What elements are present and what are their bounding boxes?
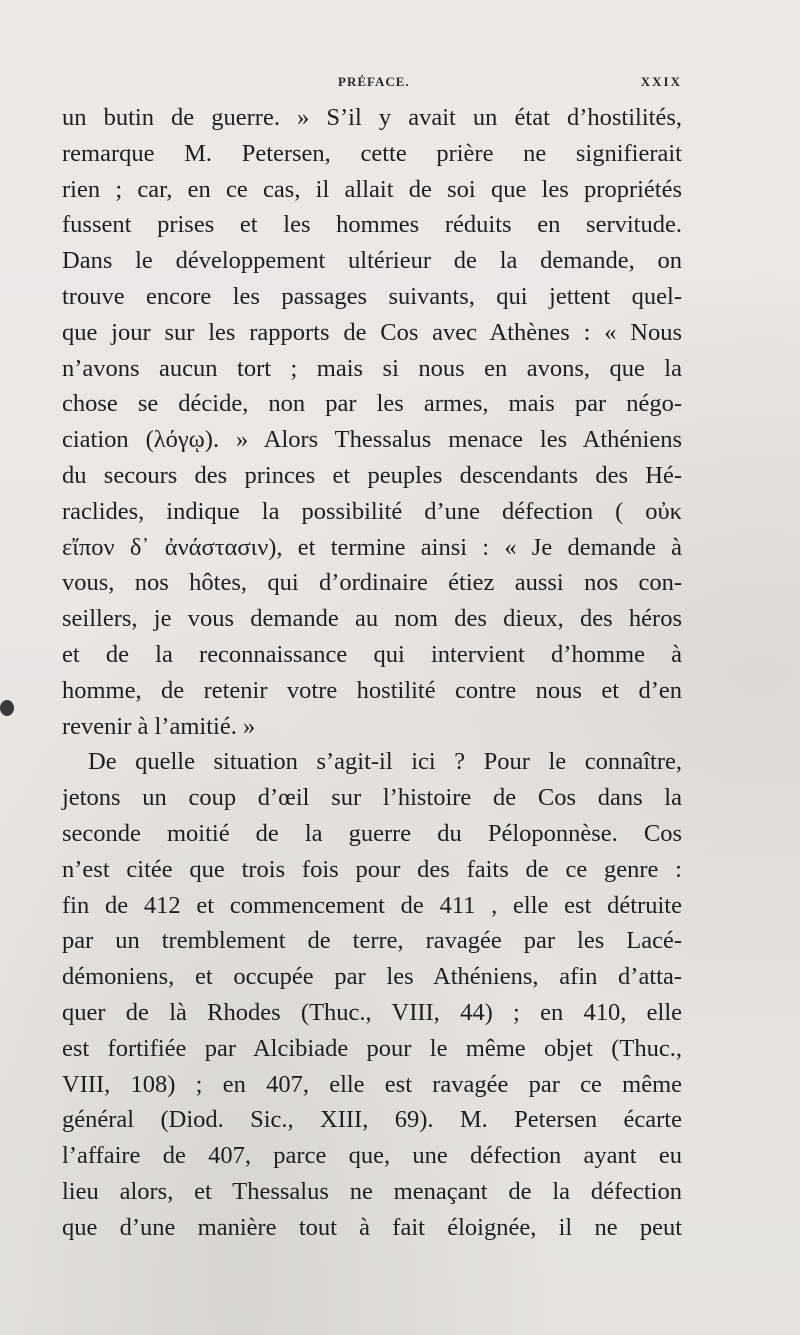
text-line: chose se décide, non par les armes, mais par négo-: [62, 390, 682, 418]
text-line: fussent prises et les hommes réduits en servitude.: [62, 211, 682, 239]
text-line: homme, de retenir votre hostilité contre nous et d’en: [62, 676, 682, 704]
text-line: un butin de guerre. » S’il y avait un état d’hostilités,: [62, 104, 682, 131]
text-line: que d’une manière tout à fait éloignée, il ne peut: [62, 1213, 682, 1241]
paragraph: [62, 100, 682, 744]
text-line: rien ; car, en ce cas, il allait de soi que les propriétés: [62, 175, 682, 203]
text-line: VIII, 108) ; en 407, elle est ravagée par ce même: [62, 1070, 682, 1098]
text-line: n’avons aucun tort ; mais si nous en avons, que la: [62, 354, 682, 382]
paragraph: [62, 744, 682, 1245]
text-line: seillers, je vous demande au nom des dieux, des héros: [62, 605, 682, 633]
text-line: raclides, indique la possibilité d’une défection ( οὐκ: [62, 497, 682, 525]
text-line: seconde moitié de la guerre du Péloponnèse. Cos: [62, 819, 682, 847]
text-line: vous, nos hôtes, qui d’ordinaire étiez aussi nos con-: [62, 569, 682, 597]
text-line: Dans le développement ultérieur de la demande, on: [62, 247, 682, 275]
text-line: démoniens, et occupée par les Athéniens, afin d’atta-: [62, 963, 682, 991]
text-line: lieu alors, et Thessalus ne menaçant de la défection: [62, 1177, 682, 1205]
text-line: quer de là Rhodes (Thuc., VIII, 44) ; en 410, elle: [62, 998, 682, 1026]
running-header: [62, 74, 682, 98]
running-title: PRÉFACE.: [338, 74, 410, 89]
text-line: l’affaire de 407, parce que, une défection ayant eu: [62, 1142, 682, 1170]
text-line: du secours des princes et peuples descendants des Hé-: [62, 461, 682, 489]
text-line: n’est citée que trois fois pour des faits de ce genre :: [62, 855, 682, 883]
ink-blot: [0, 700, 14, 716]
text-line: De quelle situation s’agit-il ici ? Pour le connaître,: [88, 748, 682, 776]
text-line: général (Diod. Sic., XIII, 69). M. Petersen écarte: [62, 1106, 682, 1134]
text-line: remarque M. Petersen, cette prière ne signifierait: [62, 139, 682, 167]
text-line: par un tremblement de terre, ravagée par les Lacé-: [62, 927, 682, 955]
text-line: et de la reconnaissance qui intervient d’homme à: [62, 640, 682, 668]
page-number: XXIX: [640, 74, 682, 89]
text-line: jetons un coup d’œil sur l’histoire de Cos dans la: [62, 784, 682, 812]
text-line: revenir à l’amitié. »: [62, 712, 256, 740]
text-line: que jour sur les rapports de Cos avec Athènes : « Nous: [62, 318, 682, 346]
text-line: fin de 412 et commencement de 411 , elle est détruite: [62, 891, 682, 919]
text-line: εἴπον δ᾽ ἀνάστασιν), et termine ainsi : « Je demande à: [62, 533, 682, 561]
body-text: [62, 100, 682, 1246]
text-line: est fortifiée par Alcibiade pour le même objet (Thuc.,: [62, 1034, 682, 1062]
text-line: trouve encore les passages suivants, qui jettent quel-: [62, 282, 682, 310]
text-line: ciation (λόγῳ). » Alors Thessalus menace les Athéniens: [62, 426, 682, 454]
